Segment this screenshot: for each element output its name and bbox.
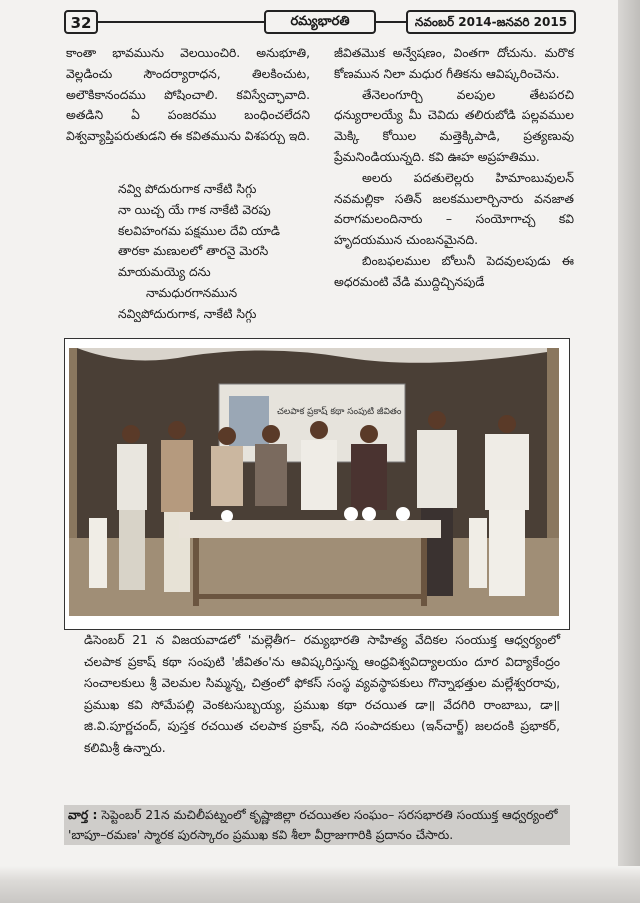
header-rule-right: [376, 21, 406, 23]
verse-line: మాయమయ్యె దను: [118, 265, 211, 280]
right-paragraph: జీవితమొక అన్వేషణం, వింతగా దోచును. మరొక కోణమున నిలా మధుర గీతికను ఆవిష్కరించెను.: [334, 46, 574, 81]
page-edge-shadow: [618, 0, 640, 903]
right-paragraph: తేనెలంగూర్చి వలపుల తేటపరచి ధన్యురాలయ్యే మీ చెవిదు తలిరుబోడి పల్లవముల మెక్కి కోయిల మత్తెక్కిపాడి, ప్రత్యణువు ప్రేమనిండియున్నది. కవి ఊహ అప్రహతిము.: [334, 87, 574, 164]
chair: [469, 518, 487, 588]
verse-line: నామధురగానమున: [146, 285, 238, 300]
person: [485, 415, 529, 596]
verse-line: కలవిహంగమ పక్షముల దేవి యాడి: [118, 223, 281, 238]
news-label: వార్త :: [68, 808, 98, 822]
photo-caption: డిసెంబర్ 21 న విజయవాడలో 'మల్లెతీగ– రమ్యభారతి సాహిత్య వేదికల సంయుక్త ఆధ్వర్యంలో చలపాక ప్రకాష్ కథా సంపుటి 'జీవితం'ను ఆవిష్కరిస్తున్న ఆంధ్రవిశ్వవిద్యాలయం దూర విద్యాకేంద్రం సంచాలకులు శ్రీ వెలమల సిమ్మన్న, చిత్రంలో ఫోకస్ సంస్థ వ్యవస్థాపకులు గొన్నాభత్తుల మల్లేశ్వరరావు, ప్రముఖ కవి సోమేపల్లి వెంకటసుబ్బయ్య, ప్రముఖ కథా రచయిత డా॥ వేదగిరి రాంబాబు, డా॥ జి.వి.పూర్ణచంద్, పుస్తక రచయిత చలపాక ప్రకాష్, నది సంపాదకులు (ఇన్‌చార్జ్) జలదంకి ప్రభాకర్, కలిమిశ్రీ ఉన్నారు.: [84, 633, 560, 755]
table-rail: [193, 594, 427, 599]
flower-bouquet: [396, 507, 410, 521]
issue-date: నవంబర్ 2014-జనవరి 2015: [406, 10, 576, 34]
verse-line: నా యిచ్చ యే గాక నాకేటి వెరపు: [118, 202, 271, 217]
header-rule-left: [98, 21, 264, 23]
banner-text: చలపాక ప్రకాష్ కథా సంపుటి జీవితం: [277, 407, 402, 417]
photo-illustration: [69, 348, 559, 616]
flower-bouquet: [362, 507, 376, 521]
news-text: సెప్టెంబర్ 21న మచిలీపట్నంలో కృష్ణాజిల్లా రచయితల సంఘం– సరసభారతి సంయుక్త ఆధ్వర్యంలో 'బాపూ–రమణ' స్మారక పురస్కారం ప్రముఖ కవి శీలా వీర్రాజుగారికి ప్రదానం చేసారు.: [68, 808, 558, 842]
page-number: 32: [64, 10, 98, 34]
chair: [89, 518, 107, 588]
person: [117, 425, 147, 590]
right-paragraph: బింబఫలముల బోలునీ పెదవులపుడు ఈ అధరమంటి వేడి ముద్దిచ్చినపుడే: [334, 253, 574, 289]
dais-table-top: [179, 520, 441, 538]
verse-line: నవ్విపోదురుగాక, నాకేటి సిగ్గు: [118, 306, 257, 321]
left-column: [66, 43, 310, 147]
person: [161, 421, 193, 592]
page-bottom-edge: [0, 866, 640, 903]
verse-line: నవ్వి పోదురుగాక నాకేటి సిగ్గు: [118, 182, 257, 196]
right-column: [334, 43, 574, 293]
flower-bouquet: [344, 507, 358, 521]
left-paragraph: కాంతా భావమును వెలయించిరి. అనుభూతి, వెల్లడించు సౌందర్యారాధన, తిలకించుట, అలౌకికానందము పోషించాలి. కవిస్వేచ్ఛావాది. అతడిని ఏ పంజరము బంధించలేదని విశ్వవ్యాప్తిపరుతుడని ఈ కవితమును విశపర్చు ఇది.: [66, 46, 310, 144]
flower-bouquet: [221, 510, 233, 522]
book-release-photo: [69, 348, 559, 616]
page-header: [64, 10, 576, 34]
magazine-title: రమ్యభారతి: [264, 10, 376, 34]
right-paragraph: అలరు పదతులెల్లరు హిమాంబువులన్ నవమల్లికా సతిన్ జలకములార్చినారు వనజాత వరాగమలందినారు – సంయోగాచ్చ కవి హృదయమున చుంబనమైనది.: [334, 170, 574, 248]
news-box: [64, 805, 570, 845]
verse-block: [118, 179, 318, 325]
verse-line: తారకా మణులలో తారనై మెరసి: [118, 244, 269, 259]
